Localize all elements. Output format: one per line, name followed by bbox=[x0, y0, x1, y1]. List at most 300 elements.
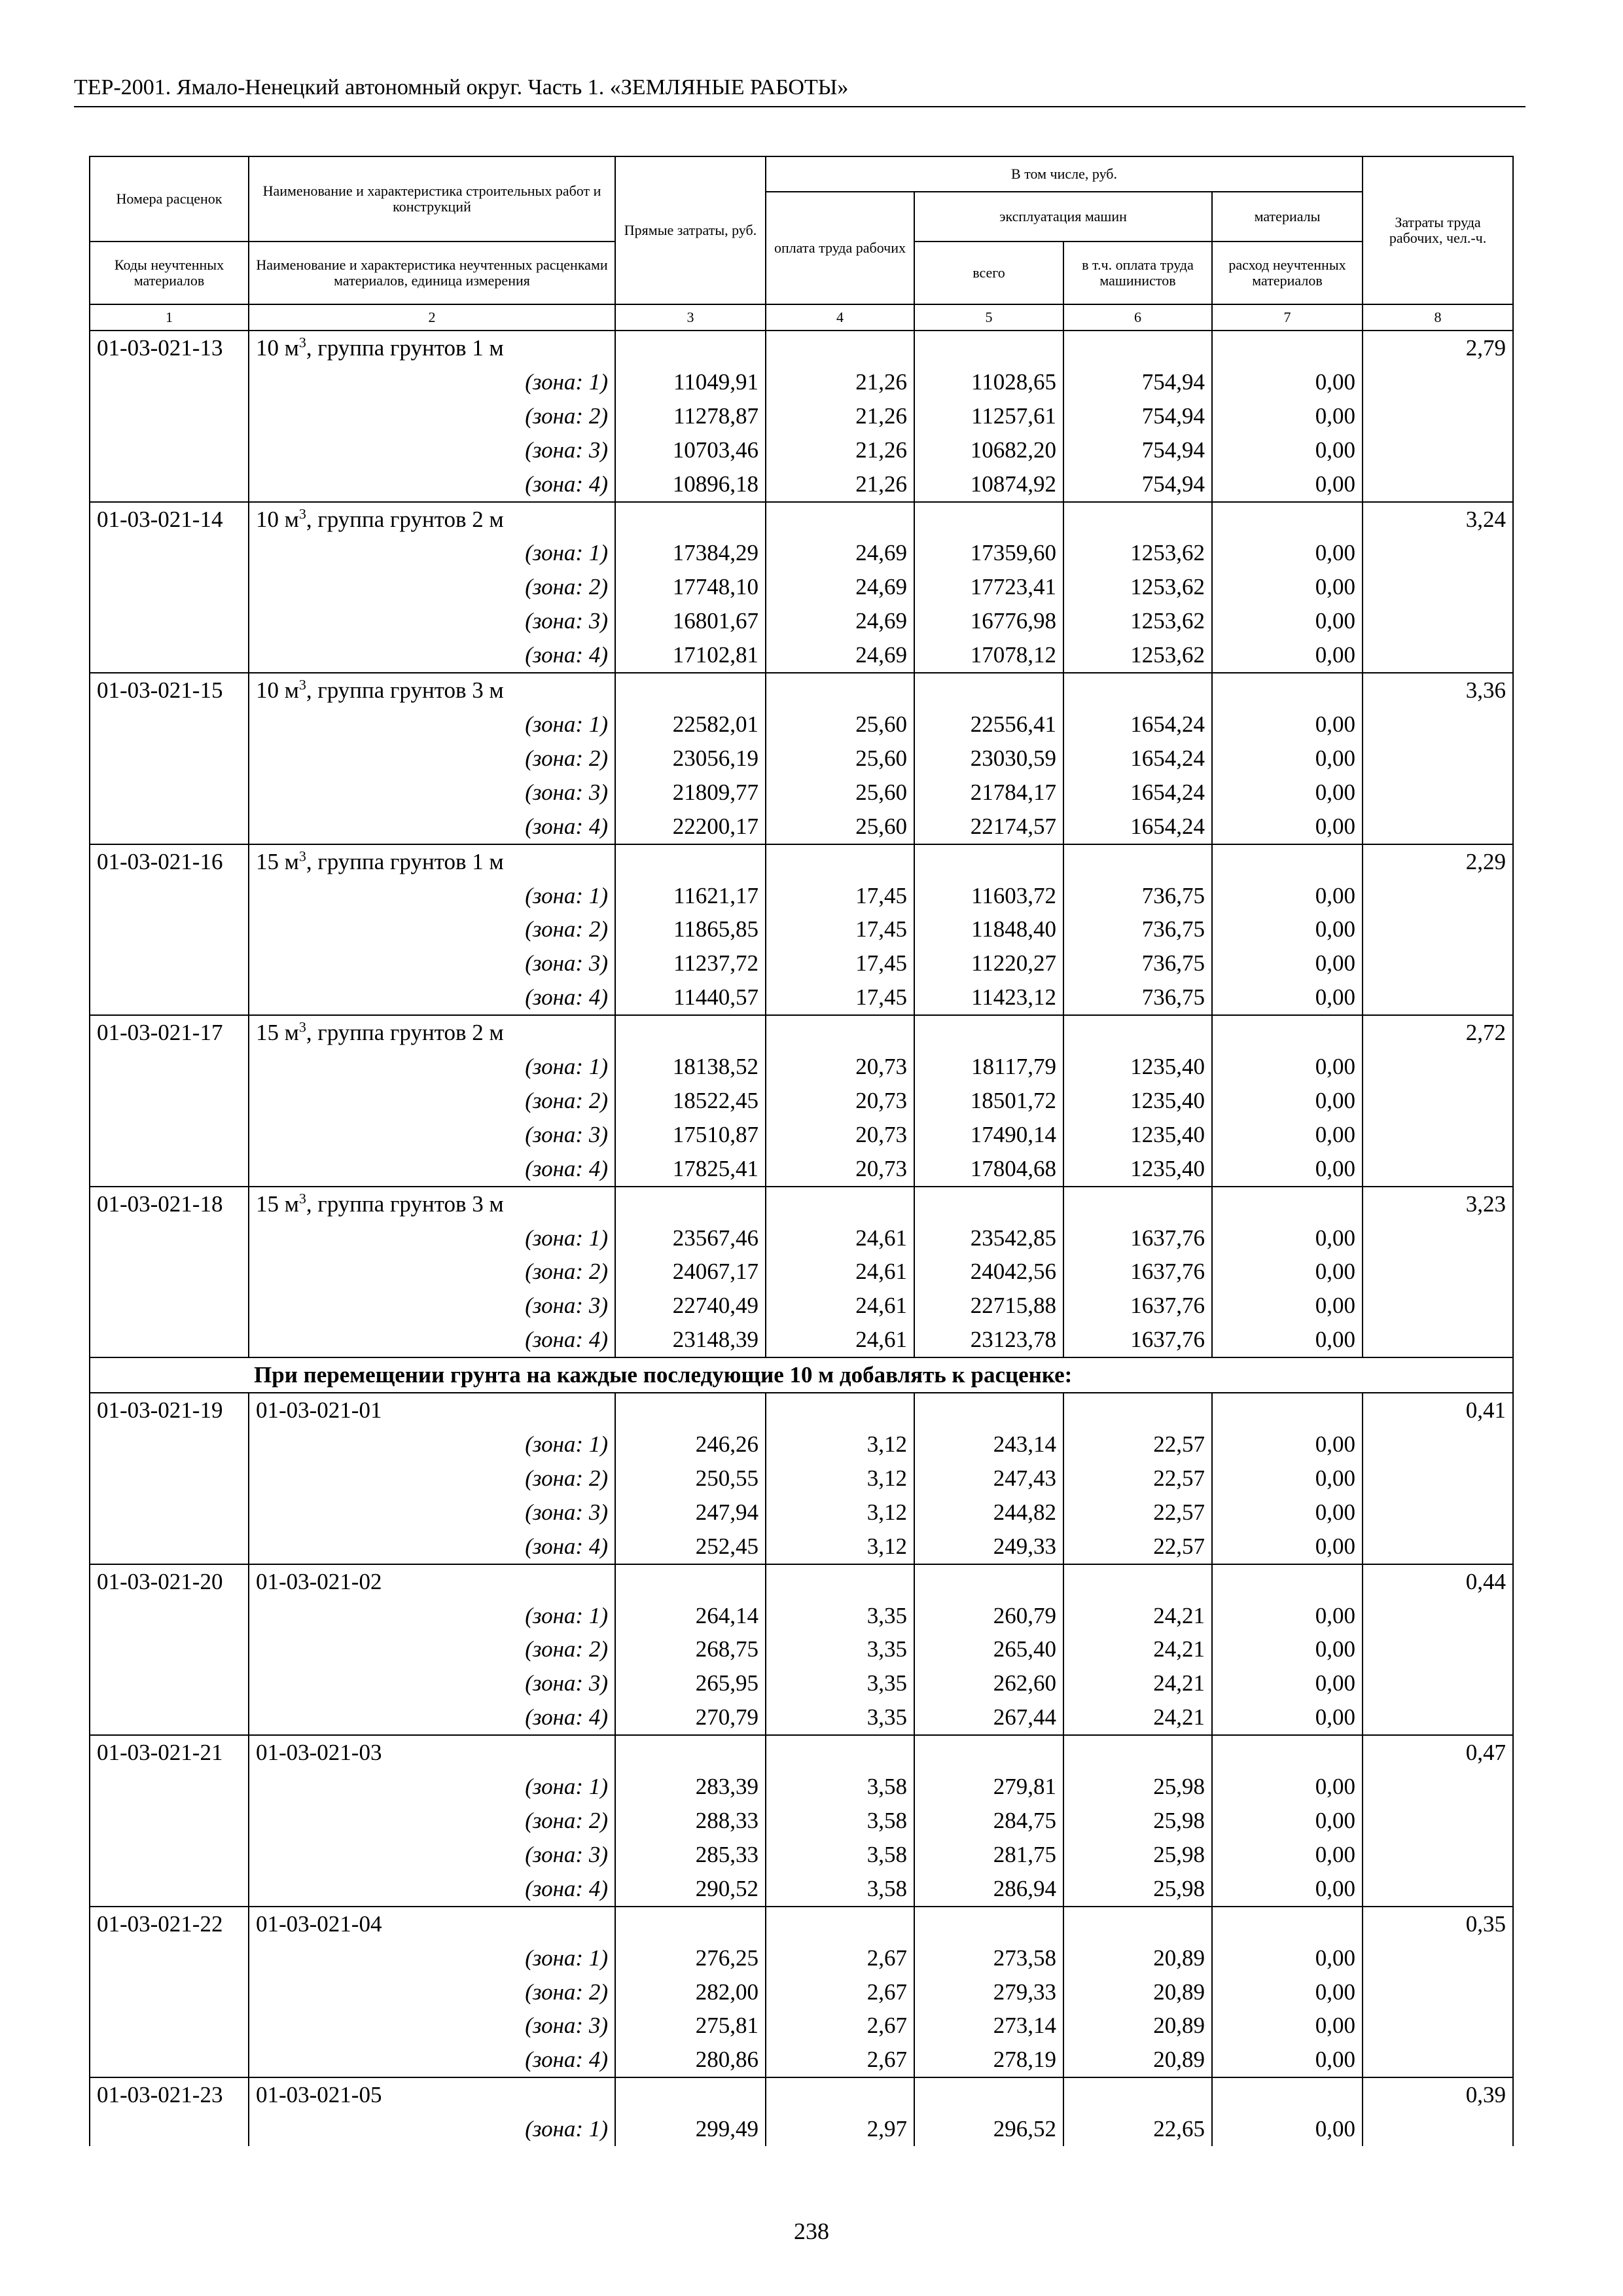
zone-label: (зона: 1) bbox=[249, 2112, 615, 2146]
rate-name-text: 15 м bbox=[256, 1191, 299, 1217]
operator-wages: 25,98 bbox=[1063, 1770, 1212, 1804]
empty-cell bbox=[1063, 673, 1212, 708]
empty-cell bbox=[1063, 1907, 1212, 1941]
direct-cost: 11049,91 bbox=[615, 365, 766, 399]
empty-cell bbox=[90, 467, 249, 502]
worker-wages: 2,67 bbox=[766, 2043, 914, 2077]
zone-label: (зона: 3) bbox=[249, 1289, 615, 1323]
worker-wages: 25,60 bbox=[766, 708, 914, 742]
machines-total: 11848,40 bbox=[914, 912, 1063, 946]
worker-wages: 3,35 bbox=[766, 1666, 914, 1700]
rate-name bbox=[249, 673, 615, 708]
table-header bbox=[90, 156, 1513, 331]
zone-row bbox=[90, 1118, 1513, 1152]
empty-cell bbox=[766, 1735, 914, 1770]
zone-label: (зона: 2) bbox=[249, 912, 615, 946]
zone-row bbox=[90, 1804, 1513, 1838]
worker-wages: 24,69 bbox=[766, 604, 914, 638]
worker-wages: 25,60 bbox=[766, 742, 914, 776]
direct-cost: 11865,85 bbox=[615, 912, 766, 946]
operator-wages: 1253,62 bbox=[1063, 638, 1212, 673]
empty-cell bbox=[1063, 1564, 1212, 1599]
rate-name bbox=[249, 502, 615, 537]
zone-label: (зона: 4) bbox=[249, 467, 615, 502]
operator-wages: 1654,24 bbox=[1063, 776, 1212, 810]
rate-code: 01-03-021-20 bbox=[90, 1564, 249, 1599]
labor-cost: 0,39 bbox=[1363, 2077, 1513, 2112]
zone-label: (зона: 3) bbox=[249, 1118, 615, 1152]
materials-cost: 0,00 bbox=[1212, 2043, 1363, 2077]
operator-wages: 1654,24 bbox=[1063, 810, 1212, 844]
empty-cell bbox=[914, 1907, 1063, 1941]
empty-cell bbox=[1363, 536, 1513, 570]
machines-total: 11423,12 bbox=[914, 980, 1063, 1015]
header-work-name: Наименование и характеристика строительных работ и конструкций bbox=[249, 156, 615, 242]
worker-wages: 2,67 bbox=[766, 2009, 914, 2043]
empty-cell bbox=[1363, 1666, 1513, 1700]
empty-cell bbox=[914, 844, 1063, 879]
machines-total: 249,33 bbox=[914, 1530, 1063, 1564]
zone-row bbox=[90, 708, 1513, 742]
machines-total: 11257,61 bbox=[914, 399, 1063, 433]
empty-cell bbox=[1063, 1015, 1212, 1050]
zone-row bbox=[90, 1941, 1513, 1975]
empty-cell bbox=[766, 2077, 914, 2112]
operator-wages: 1253,62 bbox=[1063, 536, 1212, 570]
machines-total: 286,94 bbox=[914, 1872, 1063, 1907]
direct-cost: 23148,39 bbox=[615, 1323, 766, 1357]
rate-head-row bbox=[90, 2077, 1513, 2112]
zone-label: (зона: 3) bbox=[249, 1838, 615, 1872]
empty-cell bbox=[1063, 1187, 1212, 1221]
direct-cost: 11237,72 bbox=[615, 946, 766, 980]
zone-row bbox=[90, 912, 1513, 946]
worker-wages: 3,58 bbox=[766, 1804, 914, 1838]
rate-name-text: 01-03-021-01 bbox=[256, 1397, 382, 1424]
operator-wages: 1253,62 bbox=[1063, 570, 1212, 604]
header-col-num: 3 bbox=[615, 304, 766, 331]
empty-cell bbox=[1212, 1393, 1363, 1427]
empty-cell bbox=[766, 502, 914, 537]
rate-name-text: 10 м bbox=[256, 677, 299, 704]
materials-cost: 0,00 bbox=[1212, 879, 1363, 913]
zone-row bbox=[90, 2112, 1513, 2146]
empty-cell bbox=[1363, 1530, 1513, 1564]
empty-cell bbox=[1363, 2112, 1513, 2146]
materials-cost: 0,00 bbox=[1212, 776, 1363, 810]
operator-wages: 22,65 bbox=[1063, 2112, 1212, 2146]
worker-wages: 24,61 bbox=[766, 1221, 914, 1255]
zone-row bbox=[90, 946, 1513, 980]
rate-code: 01-03-021-17 bbox=[90, 1015, 249, 1050]
labor-cost: 2,72 bbox=[1363, 1015, 1513, 1050]
machines-total: 262,60 bbox=[914, 1666, 1063, 1700]
machines-total: 11220,27 bbox=[914, 946, 1063, 980]
operator-wages: 1637,76 bbox=[1063, 1255, 1212, 1289]
header-col-num: 6 bbox=[1063, 304, 1212, 331]
empty-cell bbox=[1363, 1599, 1513, 1633]
worker-wages: 3,12 bbox=[766, 1530, 914, 1564]
labor-cost: 3,24 bbox=[1363, 502, 1513, 537]
empty-cell bbox=[1363, 638, 1513, 673]
materials-cost: 0,00 bbox=[1212, 570, 1363, 604]
zone-label: (зона: 4) bbox=[249, 1152, 615, 1187]
materials-cost: 0,00 bbox=[1212, 467, 1363, 502]
rate-name-text: 01-03-021-04 bbox=[256, 1910, 382, 1937]
direct-cost: 22740,49 bbox=[615, 1289, 766, 1323]
unit-exponent: 3 bbox=[298, 676, 306, 693]
direct-cost: 250,55 bbox=[615, 1462, 766, 1496]
rate-name bbox=[249, 331, 615, 365]
empty-cell bbox=[1363, 708, 1513, 742]
materials-cost: 0,00 bbox=[1212, 810, 1363, 844]
empty-cell bbox=[615, 1187, 766, 1221]
operator-wages: 22,57 bbox=[1063, 1530, 1212, 1564]
zone-label: (зона: 1) bbox=[249, 708, 615, 742]
machines-total: 11603,72 bbox=[914, 879, 1063, 913]
rate-name-rest: , группа грунтов 1 м bbox=[306, 335, 504, 361]
direct-cost: 288,33 bbox=[615, 1804, 766, 1838]
empty-cell bbox=[1363, 2009, 1513, 2043]
rate-code: 01-03-021-23 bbox=[90, 2077, 249, 2112]
zone-label: (зона: 1) bbox=[249, 1427, 615, 1462]
materials-cost: 0,00 bbox=[1212, 1152, 1363, 1187]
machines-total: 17490,14 bbox=[914, 1118, 1063, 1152]
zone-row bbox=[90, 1666, 1513, 1700]
direct-cost: 265,95 bbox=[615, 1666, 766, 1700]
empty-cell bbox=[1363, 1700, 1513, 1735]
empty-cell bbox=[615, 1393, 766, 1427]
empty-cell bbox=[615, 673, 766, 708]
materials-cost: 0,00 bbox=[1212, 1221, 1363, 1255]
operator-wages: 25,98 bbox=[1063, 1804, 1212, 1838]
machines-total: 23123,78 bbox=[914, 1323, 1063, 1357]
materials-cost: 0,00 bbox=[1212, 1941, 1363, 1975]
header-group: В том числе, руб. bbox=[766, 156, 1363, 192]
labor-cost: 0,47 bbox=[1363, 1735, 1513, 1770]
zone-label: (зона: 4) bbox=[249, 2043, 615, 2077]
machines-total: 281,75 bbox=[914, 1838, 1063, 1872]
empty-cell bbox=[90, 2112, 249, 2146]
zone-row bbox=[90, 1975, 1513, 2009]
direct-cost: 10896,18 bbox=[615, 467, 766, 502]
operator-wages: 736,75 bbox=[1063, 946, 1212, 980]
direct-cost: 18138,52 bbox=[615, 1050, 766, 1084]
empty-cell bbox=[1363, 604, 1513, 638]
header-material-codes: Коды неучтенных материалов bbox=[90, 242, 249, 304]
zone-row bbox=[90, 1221, 1513, 1255]
worker-wages: 21,26 bbox=[766, 433, 914, 467]
labor-cost: 3,36 bbox=[1363, 673, 1513, 708]
page-header: ТЕР-2001. Ямало-Ненецкий автономный округ. Часть 1. «ЗЕМЛЯНЫЕ РАБОТЫ» bbox=[74, 73, 1525, 107]
direct-cost: 16801,67 bbox=[615, 604, 766, 638]
operator-wages: 736,75 bbox=[1063, 912, 1212, 946]
operator-wages: 1235,40 bbox=[1063, 1084, 1212, 1118]
empty-cell bbox=[1363, 980, 1513, 1015]
zone-row bbox=[90, 1050, 1513, 1084]
zone-row bbox=[90, 1599, 1513, 1633]
operator-wages: 1235,40 bbox=[1063, 1050, 1212, 1084]
rate-name bbox=[249, 1393, 615, 1427]
rate-head-row bbox=[90, 1735, 1513, 1770]
rate-head-row bbox=[90, 1564, 1513, 1599]
empty-cell bbox=[90, 1118, 249, 1152]
machines-total: 17078,12 bbox=[914, 638, 1063, 673]
operator-wages: 24,21 bbox=[1063, 1700, 1212, 1735]
operator-wages: 22,57 bbox=[1063, 1496, 1212, 1530]
worker-wages: 3,35 bbox=[766, 1599, 914, 1633]
rate-name-text: 01-03-021-05 bbox=[256, 2082, 382, 2108]
zone-row bbox=[90, 2043, 1513, 2077]
rate-name-rest: , группа грунтов 2 м bbox=[306, 1020, 504, 1046]
empty-cell bbox=[90, 1323, 249, 1357]
zone-label: (зона: 4) bbox=[249, 980, 615, 1015]
worker-wages: 2,97 bbox=[766, 2112, 914, 2146]
rate-name-text: 10 м bbox=[256, 335, 299, 361]
rate-name bbox=[249, 2077, 615, 2112]
zone-label: (зона: 1) bbox=[249, 536, 615, 570]
empty-cell bbox=[90, 365, 249, 399]
labor-cost: 2,29 bbox=[1363, 844, 1513, 879]
zone-row bbox=[90, 1152, 1513, 1187]
empty-cell bbox=[1363, 912, 1513, 946]
zone-label: (зона: 3) bbox=[249, 2009, 615, 2043]
zone-label: (зона: 2) bbox=[249, 1804, 615, 1838]
zone-row bbox=[90, 742, 1513, 776]
empty-cell bbox=[90, 946, 249, 980]
empty-cell bbox=[90, 1462, 249, 1496]
empty-cell bbox=[90, 742, 249, 776]
labor-cost: 0,41 bbox=[1363, 1393, 1513, 1427]
header-materials: материалы bbox=[1212, 192, 1363, 242]
empty-cell bbox=[1363, 1804, 1513, 1838]
unit-exponent: 3 bbox=[298, 1190, 306, 1206]
direct-cost: 290,52 bbox=[615, 1872, 766, 1907]
header-col-num: 5 bbox=[914, 304, 1063, 331]
header-col-num: 1 bbox=[90, 304, 249, 331]
materials-cost: 0,00 bbox=[1212, 638, 1363, 673]
rate-name-text: 15 м bbox=[256, 1020, 299, 1046]
operator-wages: 1235,40 bbox=[1063, 1152, 1212, 1187]
header-machines: эксплуатация машин bbox=[914, 192, 1212, 242]
empty-cell bbox=[615, 1015, 766, 1050]
zone-row bbox=[90, 776, 1513, 810]
rate-code: 01-03-021-14 bbox=[90, 502, 249, 537]
empty-cell bbox=[1363, 1941, 1513, 1975]
operator-wages: 22,57 bbox=[1063, 1462, 1212, 1496]
empty-cell bbox=[1363, 1427, 1513, 1462]
header-rate-number: Номера расценок bbox=[90, 156, 249, 242]
worker-wages: 21,26 bbox=[766, 467, 914, 502]
direct-cost: 280,86 bbox=[615, 2043, 766, 2077]
rate-head-row bbox=[90, 502, 1513, 537]
direct-cost: 22582,01 bbox=[615, 708, 766, 742]
machines-total: 10682,20 bbox=[914, 433, 1063, 467]
worker-wages: 20,73 bbox=[766, 1084, 914, 1118]
empty-cell bbox=[766, 331, 914, 365]
materials-cost: 0,00 bbox=[1212, 1427, 1363, 1462]
zone-row bbox=[90, 1323, 1513, 1357]
materials-cost: 0,00 bbox=[1212, 1975, 1363, 2009]
worker-wages: 3,35 bbox=[766, 1700, 914, 1735]
direct-cost: 275,81 bbox=[615, 2009, 766, 2043]
materials-cost: 0,00 bbox=[1212, 433, 1363, 467]
zone-row bbox=[90, 1496, 1513, 1530]
rate-name bbox=[249, 844, 615, 879]
materials-cost: 0,00 bbox=[1212, 1770, 1363, 1804]
empty-cell bbox=[1212, 502, 1363, 537]
zone-row bbox=[90, 1427, 1513, 1462]
worker-wages: 3,12 bbox=[766, 1496, 914, 1530]
zone-row bbox=[90, 810, 1513, 844]
worker-wages: 3,12 bbox=[766, 1427, 914, 1462]
materials-cost: 0,00 bbox=[1212, 946, 1363, 980]
empty-cell bbox=[1063, 1393, 1212, 1427]
worker-wages: 20,73 bbox=[766, 1152, 914, 1187]
empty-cell bbox=[766, 1907, 914, 1941]
materials-cost: 0,00 bbox=[1212, 1050, 1363, 1084]
unit-exponent: 3 bbox=[298, 847, 306, 864]
rate-name bbox=[249, 1187, 615, 1221]
zone-label: (зона: 3) bbox=[249, 946, 615, 980]
worker-wages: 3,12 bbox=[766, 1462, 914, 1496]
empty-cell bbox=[1363, 1152, 1513, 1187]
empty-cell bbox=[766, 1015, 914, 1050]
empty-cell bbox=[1363, 742, 1513, 776]
operator-wages: 20,89 bbox=[1063, 1975, 1212, 2009]
direct-cost: 268,75 bbox=[615, 1632, 766, 1666]
direct-cost: 282,00 bbox=[615, 1975, 766, 2009]
zone-label: (зона: 2) bbox=[249, 1462, 615, 1496]
direct-cost: 17510,87 bbox=[615, 1118, 766, 1152]
empty-cell bbox=[90, 1872, 249, 1907]
section-row bbox=[90, 1357, 1513, 1393]
empty-cell bbox=[1363, 399, 1513, 433]
empty-cell bbox=[1363, 1872, 1513, 1907]
header-unaccounted-materials: расход неучтенных материалов bbox=[1212, 242, 1363, 304]
empty-cell bbox=[90, 1975, 249, 2009]
operator-wages: 25,98 bbox=[1063, 1872, 1212, 1907]
empty-cell bbox=[766, 1564, 914, 1599]
empty-cell bbox=[90, 1599, 249, 1633]
zone-label: (зона: 1) bbox=[249, 879, 615, 913]
zone-row bbox=[90, 1255, 1513, 1289]
empty-cell bbox=[615, 844, 766, 879]
materials-cost: 0,00 bbox=[1212, 1530, 1363, 1564]
empty-cell bbox=[1363, 810, 1513, 844]
empty-cell bbox=[90, 708, 249, 742]
empty-cell bbox=[615, 1564, 766, 1599]
rate-name bbox=[249, 1564, 615, 1599]
operator-wages: 1253,62 bbox=[1063, 604, 1212, 638]
labor-cost: 0,35 bbox=[1363, 1907, 1513, 1941]
zone-label: (зона: 4) bbox=[249, 1872, 615, 1907]
empty-cell bbox=[90, 2009, 249, 2043]
zone-row bbox=[90, 604, 1513, 638]
empty-cell bbox=[615, 2077, 766, 2112]
direct-cost: 17748,10 bbox=[615, 570, 766, 604]
empty-cell bbox=[90, 776, 249, 810]
zone-label: (зона: 2) bbox=[249, 1975, 615, 2009]
zone-label: (зона: 4) bbox=[249, 638, 615, 673]
rate-code: 01-03-021-22 bbox=[90, 1907, 249, 1941]
zone-label: (зона: 1) bbox=[249, 1221, 615, 1255]
operator-wages: 1654,24 bbox=[1063, 742, 1212, 776]
operator-wages: 24,21 bbox=[1063, 1599, 1212, 1633]
header-col-num: 8 bbox=[1363, 304, 1513, 331]
machines-total: 17723,41 bbox=[914, 570, 1063, 604]
empty-cell bbox=[914, 2077, 1063, 2112]
labor-cost: 2,79 bbox=[1363, 331, 1513, 365]
operator-wages: 1654,24 bbox=[1063, 708, 1212, 742]
materials-cost: 0,00 bbox=[1212, 1838, 1363, 1872]
direct-cost: 24067,17 bbox=[615, 1255, 766, 1289]
materials-cost: 0,00 bbox=[1212, 708, 1363, 742]
zone-label: (зона: 4) bbox=[249, 1700, 615, 1735]
empty-cell bbox=[1363, 1632, 1513, 1666]
materials-cost: 0,00 bbox=[1212, 1084, 1363, 1118]
empty-cell bbox=[90, 2043, 249, 2077]
materials-cost: 0,00 bbox=[1212, 1323, 1363, 1357]
direct-cost: 17102,81 bbox=[615, 638, 766, 673]
zone-label: (зона: 2) bbox=[249, 570, 615, 604]
materials-cost: 0,00 bbox=[1212, 1462, 1363, 1496]
rate-name bbox=[249, 1015, 615, 1050]
header-col-num: 4 bbox=[766, 304, 914, 331]
materials-cost: 0,00 bbox=[1212, 399, 1363, 433]
rate-name-text: 01-03-021-02 bbox=[256, 1568, 382, 1594]
worker-wages: 2,67 bbox=[766, 1941, 914, 1975]
empty-cell bbox=[914, 1015, 1063, 1050]
rate-code: 01-03-021-18 bbox=[90, 1187, 249, 1221]
operator-wages: 22,57 bbox=[1063, 1427, 1212, 1462]
empty-cell bbox=[1212, 1907, 1363, 1941]
zone-row bbox=[90, 1632, 1513, 1666]
worker-wages: 24,61 bbox=[766, 1323, 914, 1357]
worker-wages: 24,69 bbox=[766, 536, 914, 570]
machines-total: 17804,68 bbox=[914, 1152, 1063, 1187]
direct-cost: 246,26 bbox=[615, 1427, 766, 1462]
empty-cell bbox=[90, 879, 249, 913]
materials-cost: 0,00 bbox=[1212, 1666, 1363, 1700]
empty-cell bbox=[1363, 1838, 1513, 1872]
rate-name-rest: , группа грунтов 1 м bbox=[306, 848, 504, 874]
empty-cell bbox=[1363, 1050, 1513, 1084]
worker-wages: 17,45 bbox=[766, 946, 914, 980]
machines-total: 22556,41 bbox=[914, 708, 1063, 742]
empty-cell bbox=[914, 1393, 1063, 1427]
zone-label: (зона: 2) bbox=[249, 742, 615, 776]
empty-cell bbox=[1363, 1118, 1513, 1152]
header-col-num: 2 bbox=[249, 304, 615, 331]
empty-cell bbox=[1363, 946, 1513, 980]
empty-cell bbox=[90, 980, 249, 1015]
header-direct-costs: Прямые затраты, руб. bbox=[615, 156, 766, 304]
direct-cost: 299,49 bbox=[615, 2112, 766, 2146]
unit-exponent: 3 bbox=[298, 1018, 306, 1035]
zone-label: (зона: 2) bbox=[249, 1255, 615, 1289]
empty-cell bbox=[1363, 365, 1513, 399]
labor-cost: 3,23 bbox=[1363, 1187, 1513, 1221]
zone-label: (зона: 4) bbox=[249, 1323, 615, 1357]
rate-head-row bbox=[90, 673, 1513, 708]
zone-row bbox=[90, 433, 1513, 467]
direct-cost: 264,14 bbox=[615, 1599, 766, 1633]
machines-total: 22715,88 bbox=[914, 1289, 1063, 1323]
empty-cell bbox=[615, 331, 766, 365]
zone-row bbox=[90, 879, 1513, 913]
machines-total: 10874,92 bbox=[914, 467, 1063, 502]
